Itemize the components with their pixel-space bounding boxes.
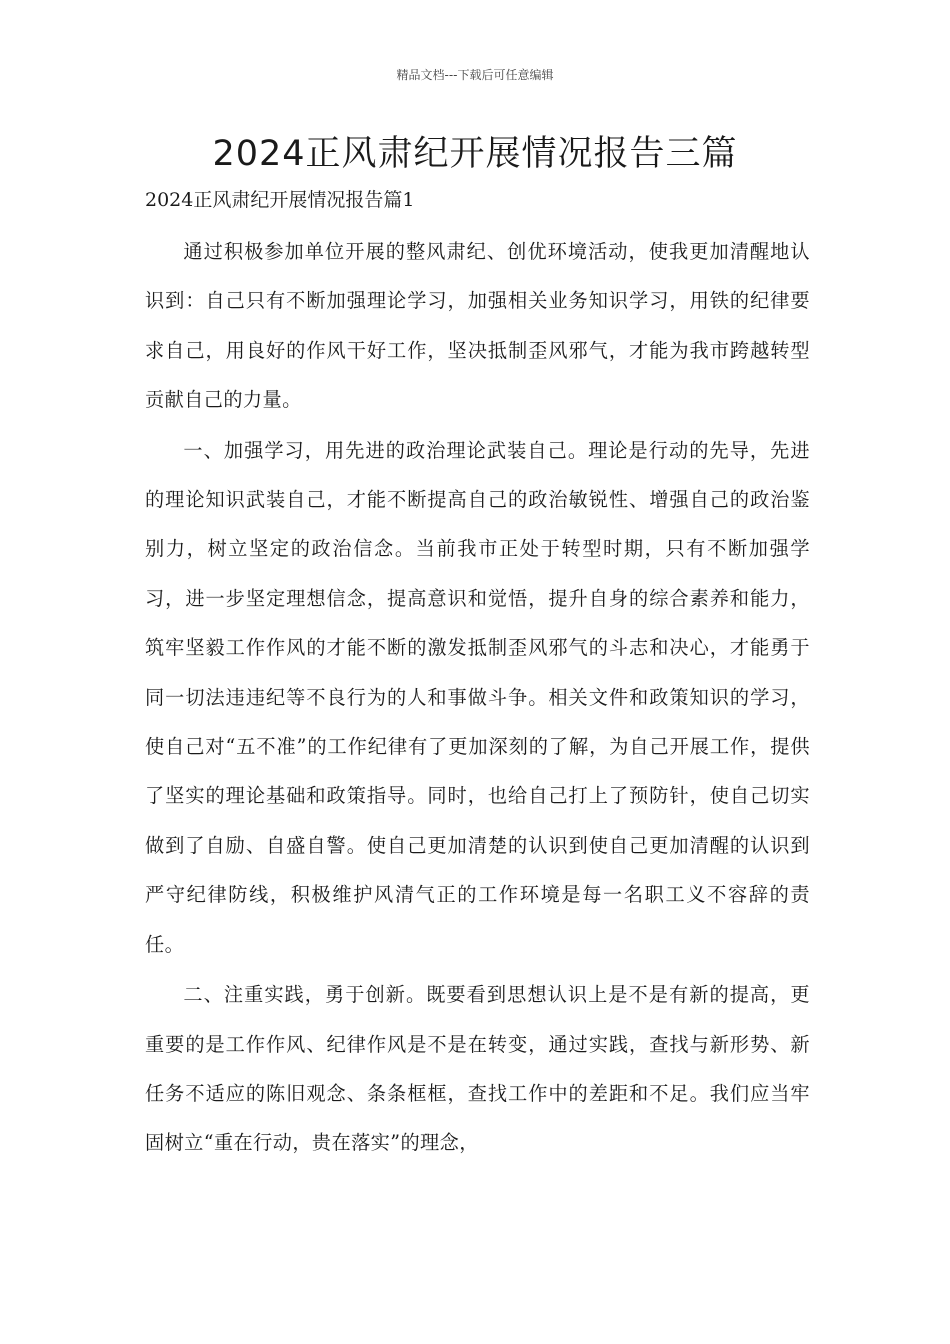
document-body bbox=[145, 227, 810, 1169]
paragraph-practice: 二、注重实践，勇于创新。既要看到思想认识上是不是有新的提高，更重要的是工作作风、纪律作风是不是在转变，通过实践，查找与新形势、新任务不适应的陈旧观念、条条框框，查找工作中的差距和不足。我们应当牢固树立“重在行动，贵在落实”的理念， bbox=[145, 983, 810, 1155]
paragraph-study: 一、加强学习，用先进的政治理论武装自己。理论是行动的先导，先进的理论知识武装自己，才能不断提高自己的政治敏锐性、增强自己的政治鉴别力，树立坚定的政治信念。当前我市正处于转型时期，只有不断加强学习，进一步坚定理想信念，提高意识和觉悟，提升自身的综合素养和能力，筑牢坚毅工作作风的才能不断的激发抵制歪风邪气的斗志和决心，才能勇于同一切法违违纪等不良行为的人和事做斗争。相关文件和政策知识的学习，使自己对“五不准”的工作纪律有了更加深刻的了解，为自己开展工作，提供了坚实的理论基础和政策指导。同时，也给自己打上了预防针，使自己切实做到了自励、自盛自警。使自己更加清楚的认识到使自己更加清醒的认识到严守纪律防线，积极维护风清气正的工作环境是每一名职工义不容辞的责任。 bbox=[145, 438, 810, 956]
document-title: 2024正风肃纪开展情况报告三篇 bbox=[212, 134, 738, 174]
paragraph-intro: 通过积极参加单位开展的整风肃纪、创优环境活动，使我更加清醒地认识到：自己只有不断加强理论学习，加强相关业务知识学习，用铁的纪律要求自己，用良好的作风干好工作，坚决抵制歪风邪气，才能为我市跨越转型贡献自己的力量。 bbox=[145, 240, 810, 412]
header-note: 精品文档---下载后可任意编辑 bbox=[396, 68, 554, 82]
section-heading: 2024正风肃纪开展情况报告篇1 bbox=[145, 189, 415, 211]
